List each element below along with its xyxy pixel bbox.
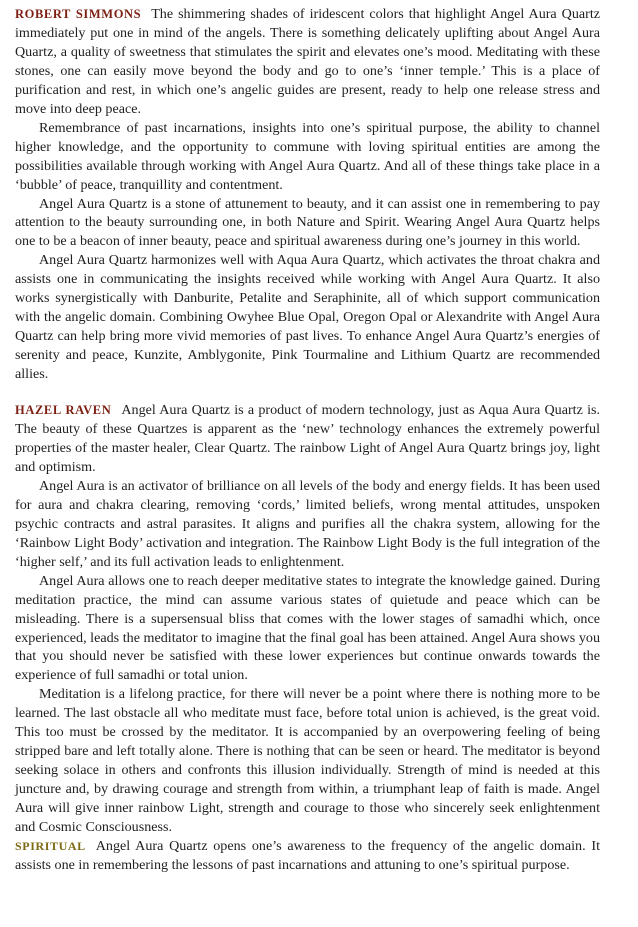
spiritual-text: Angel Aura Quartz opens one’s awareness to the frequency of the angelic domain. It assists one in remembering the lessons of past incarnations and attuning to one’s spiritual purpose. [15, 837, 600, 873]
hazel-paragraph-1 [15, 401, 600, 477]
robert-paragraph-1 [15, 5, 600, 119]
hazel-paragraph-4: Meditation is a lifelong practice, for there will never be a point where there is nothing more to be learned. The last obstacle all who meditate must face, before total union is achieved, is the great void. This too must be crossed by the meditator. It is accompanied by an overpowering feeling of being stripped bare and left totally alone. There is nothing that can be seen or heard. The meditator is beyond seeking solace in others and confronts this illusion individually. Strength of mind is needed at this juncture and, by drawing courage and strength from within, a triumphant leap of faith is made. Angel Aura will give inner rainbow Light, strength and courage to those who sincerely seek enlightenment and Cosmic Consciousness. [15, 686, 600, 836]
hazel-paragraph-1-text: Angel Aura Quartz is a product of modern technology, just as Aqua Aura Quartz is. The beauty of these Quartzes is apparent as the ‘new’ technology enhances the extremely powerful properties of the master healer, Clear Quartz. The rainbow Light of Angel Aura Quartz brings joy, light and optimism. [15, 402, 600, 475]
hazel-paragraph-2: Angel Aura is an activator of brilliance on all levels of the body and energy fields. It has been used for aura and chakra clearing, removing ‘cords,’ limited beliefs, wrong mental attitudes, unspoken psychic contracts and astral parasites. It aligns and purifies all the chakra system, allowing for the ‘Rainbow Light Body’ activation and integration. The Rainbow Light Body is the full integration of the ‘higher self,’ and its full activation leads to enlightenment. [15, 477, 600, 570]
hazel-raven-section [15, 401, 600, 837]
robert-paragraph-1-text: The shimmering shades of iridescent colors that highlight Angel Aura Quartz immediately put one in mind of the angels. There is something delicately uplifting about Angel Aura Quartz, a quality of sweetness that stimulates the spirit and elevates one’s mood. Meditating with these stones, one can easily move beyond the body and go to one’s ‘inner temple.’ This is a place of purification and rest, in which one’s angelic guides are present, ready to help one release stress and move into deep peace. [15, 6, 600, 117]
spiritual-paragraph [15, 837, 600, 875]
author-hazel-raven: HAZEL RAVEN [15, 403, 112, 418]
author-robert-simmons: ROBERT SIMMONS [15, 7, 142, 21]
spiritual-label: SPIRITUAL [15, 838, 86, 853]
robert-paragraph-4: Angel Aura Quartz harmonizes well with Aqua Aura Quartz, which activates the throat chakra and assists one in communicating the insights received while working with Angel Aura Quartz. It also works synergistically with Danburite, Petalite and Seraphinite, all of which support communication with the angelic domain. Combining Owyhee Blue Opal, Oregon Opal or Alexandrite with Angel Aura Quartz can help bring more vivid memories of past lives. To enhance Angel Aura Quartz’s energies of serenity and peace, Kunzite, Amblygonite, Pink Tourmaline and Lithium Quartz are recommended allies. [15, 252, 600, 383]
robert-paragraph-3: Angel Aura Quartz is a stone of attunement to beauty, and it can assist one in remembering to pay attention to the beauty surrounding one, in both Nature and Spirit. Wearing Angel Aura Quartz helps one to be a beacon of inner beauty, peace and spiritual awareness during one’s journey in this world. [15, 195, 600, 250]
robert-paragraph-2: Remembrance of past incarnations, insights into one’s spiritual purpose, the ability to channel higher knowledge, and the opportunity to commune with loving spiritual entities are among the possibilities available through working with Angel Aura Quartz. And all of these things take place in a ‘bubble’ of peace, tranquillity and contentment. [15, 119, 600, 193]
hazel-paragraph-3: Angel Aura allows one to reach deeper meditative states to integrate the knowledge gained. During meditation practice, the mind can assume various states of quietude and peace which can be misleading. There is a supersensual bliss that comes with the lower stages of samadhi which, once experienced, leads the meditator to imagine that the final goal has been attained. Angel Aura shows you that you should never be satisfied with these lower experiences but continue onwards towards the experience of full samadhi or total union. [15, 572, 600, 684]
robert-simmons-section [15, 5, 600, 384]
spiritual-section [15, 837, 600, 875]
